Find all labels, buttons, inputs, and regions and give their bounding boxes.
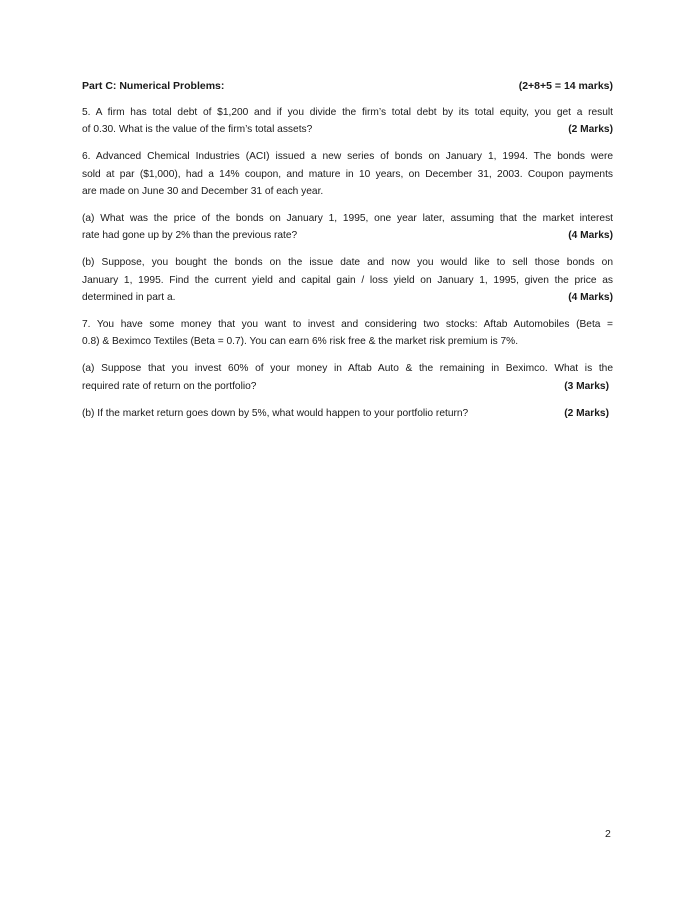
question-5-line-2: of 0.30. What is the value of the firm’s total assets? [82,124,313,136]
question-6b-line-3: determined in part a. [82,291,176,303]
question-7a [82,360,613,394]
question-6a-marks: (4 Marks) [568,230,613,242]
question-7a-line-2: required rate of return on the portfolio? [82,380,257,392]
question-7b-line-1-row [82,405,609,422]
question-7 [82,316,613,350]
question-6a-line-2-row [82,227,613,244]
question-7a-line-1: (a) Suppose that you invest 60% of your money in Aftab Auto & the remaining in Beximco. What is the [82,363,613,375]
question-6-line-1: 6. Advanced Chemical Industries (ACI) issued a new series of bonds on January 1, 1994. The bonds were [82,151,613,163]
question-6a-line-2: rate had gone up by 2% than the previous rate? [82,230,298,242]
question-7b-marks: (2 Marks) [564,407,609,419]
document-page [82,80,613,432]
question-7b [82,405,613,422]
question-6b-line-2: January 1, 1995. Find the current yield and capital gain / loss yield on January 1, 1995, given the price as [82,274,613,286]
section-title: Part C: Numerical Problems: [82,80,225,92]
question-6b-marks: (4 Marks) [568,291,613,303]
question-6b-line-3-row [82,289,613,306]
question-6-line-3: are made on June 30 and December 31 of each year. [82,185,324,197]
question-7a-marks: (3 Marks) [564,380,609,392]
question-6b-line-1: (b) Suppose, you bought the bonds on the issue date and now you would like to sell those bonds on [82,257,613,269]
question-7a-line-2-row [82,378,609,395]
question-7b-line-1: (b) If the market return goes down by 5%, what would happen to your portfolio return? [82,407,469,419]
question-6-line-2: sold at par ($1,000), had a 14% coupon, and mature in 10 years, on December 31, 2003. Coupon payments [82,168,613,180]
question-5-line-2-row [82,121,613,138]
question-6b [82,254,613,306]
question-7-line-2: 0.8) & Beximco Textiles (Beta = 0.7). You can earn 6% risk free & the market risk premium is 7%. [82,336,519,348]
question-5-line-1: 5. A firm has total debt of $1,200 and if you divide the firm’s total debt by its total equity, you get a result [82,107,613,118]
question-5 [82,104,613,138]
section-header [82,80,613,92]
section-total-marks: (2+8+5 = 14 marks) [518,80,613,92]
page-number: 2 [605,828,611,840]
question-5-marks: (2 Marks) [568,124,613,136]
question-6a [82,210,613,244]
question-6 [82,148,613,200]
question-6a-line-1: (a) What was the price of the bonds on January 1, 1995, one year later, assuming that the market interest [82,213,613,225]
question-7-line-1: 7. You have some money that you want to invest and considering two stocks: Aftab Automobiles (Beta = [82,319,613,331]
